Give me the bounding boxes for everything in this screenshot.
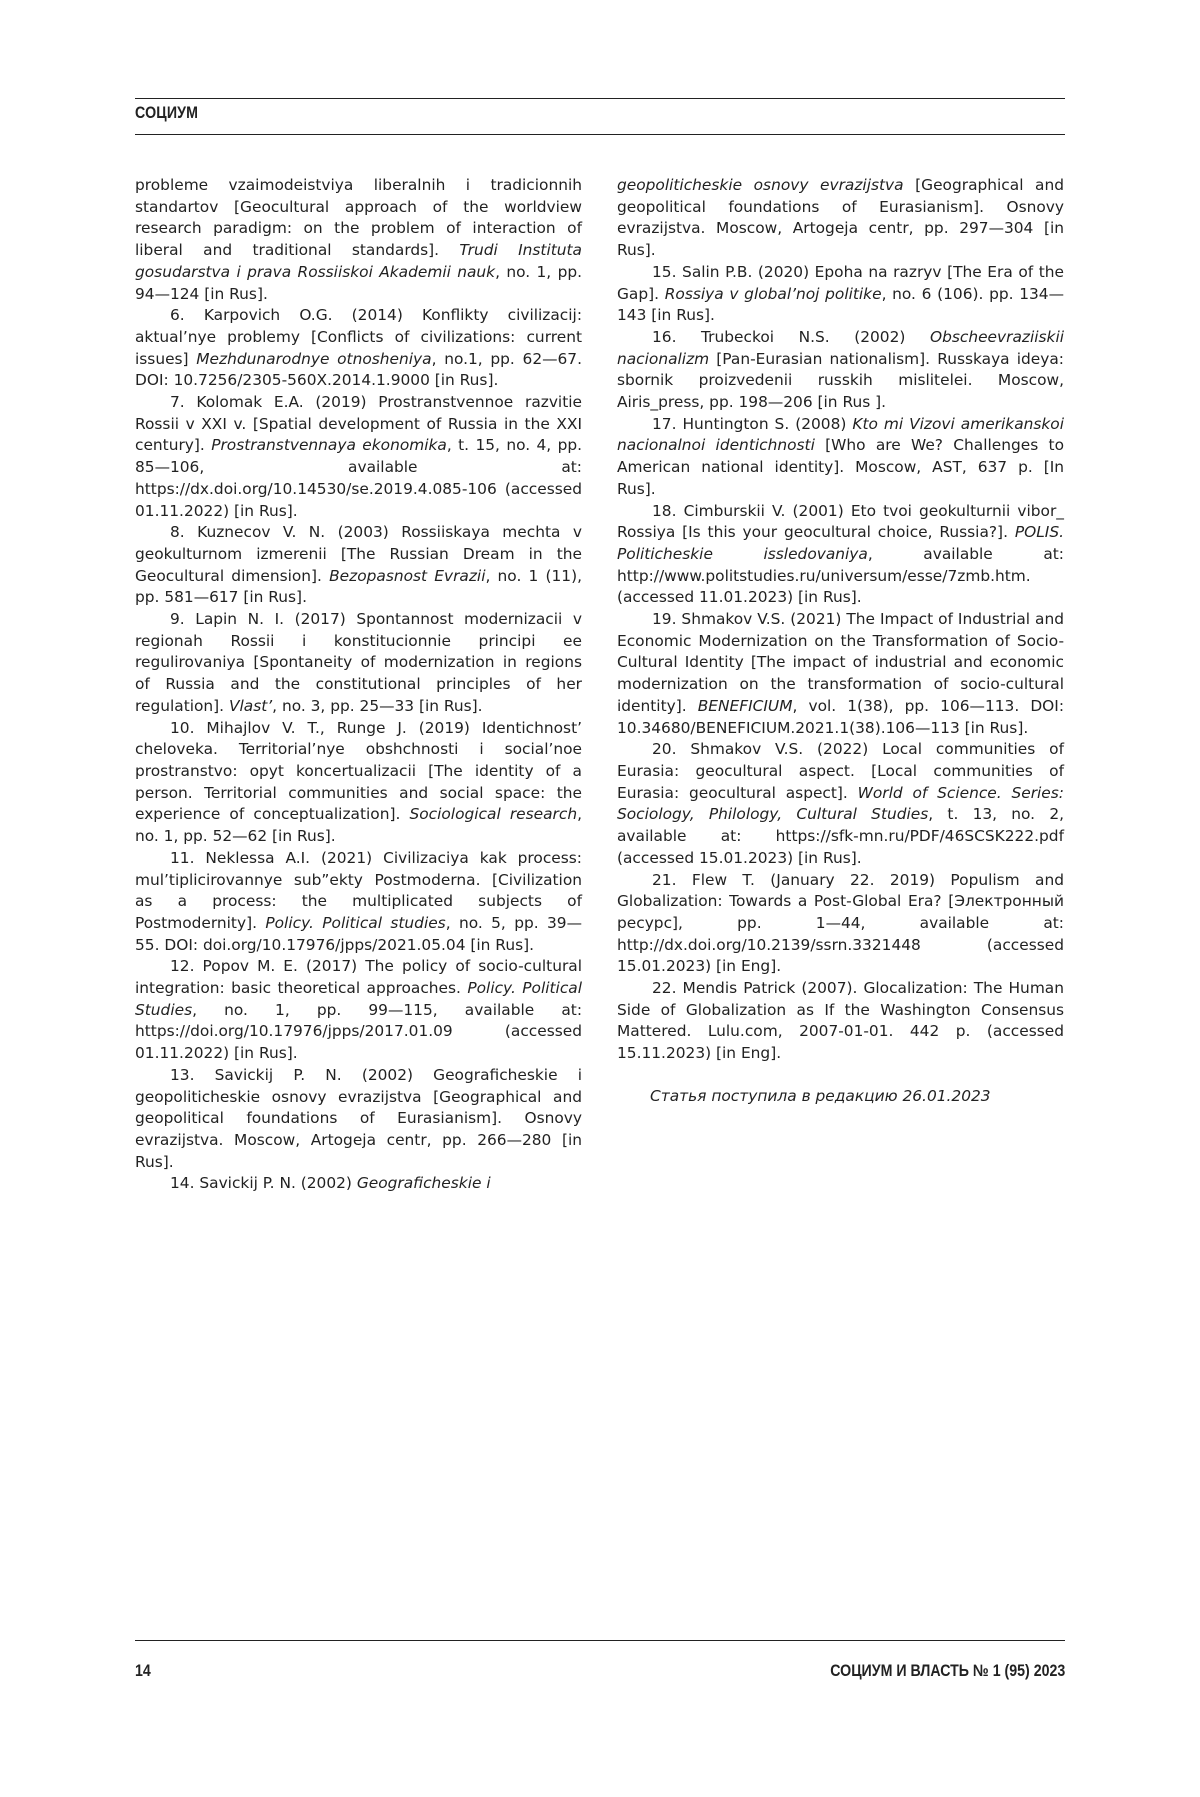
running-title: СОЦИУМ bbox=[135, 104, 199, 122]
reference-13: 13. Savickij P. N. (2002) Geograficheskie i geopoliticheskie osnovy evrazijstva [Geographical and geopolitical foundations of Eurasianism]. Osnovy evrazijstva. Moscow, Artogeja centr, pp. 266—280 [in Rus]. bbox=[135, 1065, 582, 1171]
reference-17: 17. Huntington S. (2008) Kto mi Vizovi amerikanskoi nacionalnoi identichnosti [Who are We? Challenges to American national identity]. Moscow, AST, 637 p. [In Rus]. bbox=[617, 414, 1065, 498]
journal-issue: СОЦИУМ И ВЛАСТЬ № 1 (95) 2023 bbox=[829, 1662, 1065, 1680]
reference-14: 14. Savickij P. N. (2002) Geograficheskie i bbox=[170, 1174, 491, 1193]
reference-5-continued: probleme vzaimodeistviya liberalnih i tradicionnih standartov [Geocultural approach of the worldview research paradigm: on the problem of interaction of liberal and traditional standards]. Trudi Instituta gosudarstva i prava Rossiiskoi Akademii nauk, no. 1, pp. 94—124 [in Rus]. bbox=[135, 176, 582, 303]
footer-rule bbox=[135, 1640, 1065, 1641]
reference-19: 19. Shmakov V.S. (2021) The Impact of Industrial and Economic Modernization on the Transformation of Socio-Cultural Identity [The impact of industrial and economic modernization on the transformation of socio-cultural identity]. BENEFICIUM, vol. 1(38), pp. 106—113. DOI: 10.34680/BENEFICIUM.2021.1(38).106—113 [in Rus]. bbox=[617, 610, 1065, 737]
reference-15: 15. Salin P.B. (2020) Epoha na razryv [The Era of the Gap]. Rossiya v global’noj politike, no. 6 (106). pp. 134—143 [in Rus]. bbox=[617, 262, 1064, 325]
references-right-column bbox=[617, 175, 1064, 1108]
reference-20: 20. Shmakov V.S. (2022) Local communities of Eurasia: geocultural aspect. [Local communities of Eurasia: geocultural aspect]. World of Science. Series: Sociology, Philology, Cultural Studies, t. 13, no. 2, available at: https://sfk-mn.ru/PDF/46SCSK222.pdf (accessed 15.01.2023) [in Rus]. bbox=[617, 740, 1064, 867]
reference-22: 22. Mendis Patrick (2007). Glocalization: The Human Side of Globalization as If the Washington Consensus Mattered. Lulu.com, 2007-01-01. 442 p. (accessed 15.11.2023) [in Eng]. bbox=[617, 979, 1064, 1063]
reference-8: 8. Kuznecov V. N. (2003) Rossiiskaya mechta v geokulturnom izmerenii [The Russian Dream in the Geocultural dimension]. Bezopasnost Evrazii, no. 1 (11), pp. 581—617 [in Rus]. bbox=[135, 523, 582, 607]
header-rule-top bbox=[135, 98, 1065, 99]
reference-9: 9. Lapin N. I. (2017) Spontannost modernizacii v regionah Rossii i konstitucionnie principi ee regulirovaniya [Spontaneity of modernization in regions of Russia and the constitutional principles of her regulation]. Vlast’, no. 3, pp. 25—33 [in Rus]. bbox=[135, 610, 582, 715]
reference-18: 18. Cimburskii V. (2001) Eto tvoi geokulturnii vibor_ Rossiya [Is this your geocultural choice, Russia?]. POLIS. Politicheskie issledovaniya, available at: http://www.politstudies.ru/universum/esse/7zmb.htm. (accessed 11.01.2023) [in Rus]. bbox=[617, 501, 1064, 607]
reference-12: 12. Popov M. E. (2017) The policy of socio-cultural integration: basic theoretical approaches. Policy. Political Studies, no. 1, pp. 99—115, available at: https://doi.org/10.17976/jpps/2017.01.09 (accessed 01.11.2022) [in Rus]. bbox=[135, 957, 582, 1063]
header-rule-bottom bbox=[135, 134, 1065, 135]
reference-14-continued: geopoliticheskie osnovy evrazijstva [Geographical and geopolitical foundations of Eurasianism]. Osnovy evrazijstva. Moscow, Artogeja centr, pp. 297—304 [in Rus]. bbox=[617, 176, 1064, 260]
reference-6: 6. Karpovich O.G. (2014) Konflikty civilizacij: aktual’nye problemy [Conflicts of civilizations: current issues] Mezhdunarodnye otnosheniya, no.1, pp. 62—67. DOI: 10.7256/2305-560X.2014.1.9000 [in Rus]. bbox=[135, 306, 582, 390]
page-number: 14 bbox=[135, 1662, 151, 1680]
reference-10: 10. Mihajlov V. T., Runge J. (2019) Identichnost’ cheloveka. Territorial’nye obshchnosti i social’noe prostranstvo: opyt koncertualizacii [The identity of a person. Territorial communities and social space: the experience of conceptualization]. Sociological research, no. 1, pp. 52—62 [in Rus]. bbox=[135, 718, 582, 846]
reference-11: 11. Neklessa A.I. (2021) Civilizaciya kak process: mul’tiplicirovannye sub”ekty Postmoderna. [Civilization as a process: the multiplicated subjects of Postmodernity]. Policy. Political studies, no. 5, pp. 39—55. DOI: doi.org/10.17976/jpps/2021.05.04 [in Rus]. bbox=[135, 848, 582, 954]
reference-16: 16. Trubeckoi N.S. (2002) Obscheevraziiskii nacionalizm [Pan-Eurasian nationalism]. Russkaya ideya: sbornik proizvedenii russkih mislitelei. Moscow, Airis_press, pp. 198—206 [in Rus ]. bbox=[617, 327, 1064, 412]
article-received-note: Статья поступила в редакцию 26.01.2023 bbox=[650, 1086, 991, 1105]
reference-7: 7. Kolomak E.A. (2019) Prostranstvennoe razvitie Rossii v XXI v. [Spatial development of Russia in the XXI century]. Prostranstvennaya ekonomika, t. 15, no. 4, pp. 85—106, available at: https://dx.doi.org/10.14530/se.2019.4.085-106 (accessed 01.11.2022) [in Rus]. bbox=[135, 393, 582, 520]
references-left-column bbox=[135, 175, 582, 1195]
reference-21: 21. Flew T. (January 22. 2019) Populism and Globalization: Towards a Post-Global Era? [Электронный ресурс], pp. 1—44, available at: http://dx.doi.org/10.2139/ssrn.3321448 (accessed 15.01.2023) [in Eng]. bbox=[617, 870, 1064, 976]
